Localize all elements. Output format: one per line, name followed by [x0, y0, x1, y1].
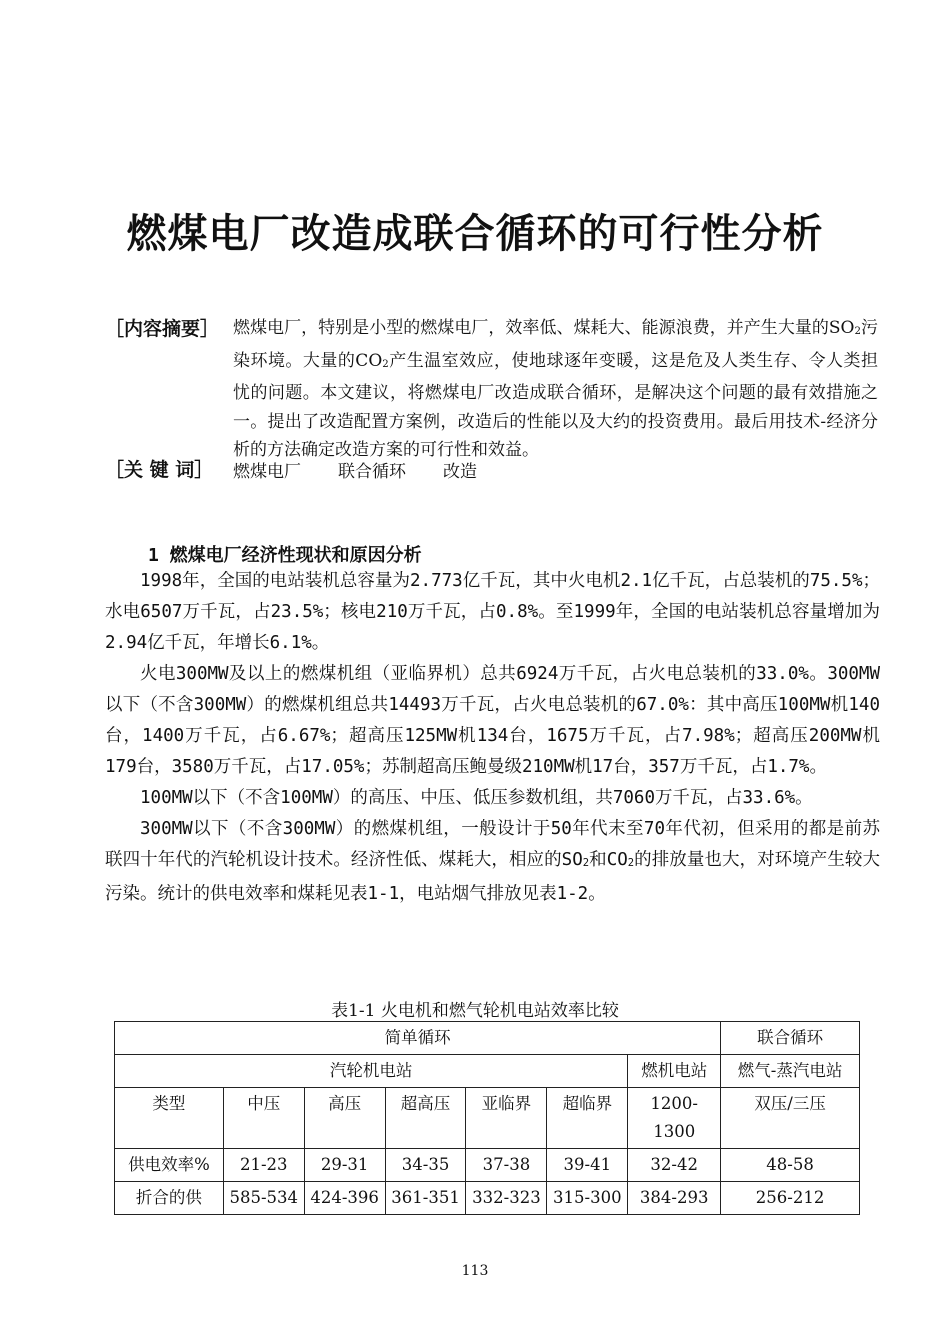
paragraph: 100MW以下（不含100MW）的高压、中压、低压参数机组，共7060万千瓦，占33.6%。 — [140, 788, 813, 808]
table-row — [115, 1149, 860, 1182]
table-cell: 361-351 — [385, 1182, 466, 1215]
table-cell: 39-41 — [547, 1149, 628, 1182]
table-header: 联合循环 — [721, 1022, 860, 1055]
table-header: 燃气-蒸汽电站 — [721, 1055, 860, 1088]
table-cell: 48-58 — [721, 1149, 860, 1182]
table-cell: 中压 — [223, 1088, 304, 1149]
table-cell: 超高压 — [385, 1088, 466, 1149]
table-row — [115, 1022, 860, 1055]
table-header: 燃机电站 — [628, 1055, 721, 1088]
table-cell: 34-35 — [385, 1149, 466, 1182]
paragraph: 300MW以下（不含300MW）的燃煤机组，一般设计于50年代末至70年代初，但采用的都是前苏联四十年代的汽轮机设计技术。经济性低、煤耗大，相应的$SO_2$和$CO_2$的排放量也大，对环境产生较大污染。统计的供电效率和煤耗见表1-1，电站烟气排放见表1-2。 — [105, 819, 880, 905]
abstract-text: 燃煤电厂，特别是小型的燃煤电厂，效率低、煤耗大、能源浪费，并产生大量的$SO_2$污染环境。大量的$CO_2$产生温室效应，使地球逐年变暖，这是危及人类生存、令人类担忧的问题。本文建议，将燃煤电厂改造成联合循环，是解决这个问题的最有效措施之一。提出了改造配置方案例，改造后的性能以及大约的投资费用。最后用技术-经济分析的方法确定改造方案的可行性和效益。 — [233, 318, 878, 461]
table-cell: 37-38 — [466, 1149, 547, 1182]
row-label: 折合的供 — [115, 1182, 224, 1215]
page-number: 113 — [461, 1263, 489, 1279]
keyword-item: 燃煤电厂 — [233, 462, 301, 482]
table-cell: 超临界 — [547, 1088, 628, 1149]
table-cell: 332-323 — [466, 1182, 547, 1215]
table-row — [115, 1055, 860, 1088]
paper-title: 燃煤电厂改造成联合循环的可行性分析 — [126, 211, 824, 257]
table-cell: 高压 — [304, 1088, 385, 1149]
table-caption: 表1-1 火电机和燃气轮机电站效率比较 — [331, 1001, 619, 1021]
table-cell: 315-300 — [547, 1182, 628, 1215]
efficiency-table — [114, 1021, 860, 1215]
keyword-item: 联合循环 — [338, 462, 406, 482]
table-cell: 1200-1300 — [628, 1088, 721, 1149]
table-cell: 亚临界 — [466, 1088, 547, 1149]
row-label: 类型 — [115, 1088, 224, 1149]
table-cell: 32-42 — [628, 1149, 721, 1182]
table-row — [115, 1088, 860, 1149]
row-label: 供电效率% — [115, 1149, 224, 1182]
section-body — [105, 566, 880, 910]
table-cell: 424-396 — [304, 1182, 385, 1215]
section-heading: 1 燃煤电厂经济性现状和原因分析 — [148, 545, 422, 566]
table-header: 简单循环 — [115, 1022, 721, 1055]
table-cell: 双压/三压 — [721, 1088, 860, 1149]
table-cell: 256-212 — [721, 1182, 860, 1215]
abstract-label: ［内容摘要］ — [105, 318, 220, 340]
table-cell: 585-534 — [223, 1182, 304, 1215]
keyword-item: 改造 — [443, 462, 477, 482]
table-header: 汽轮机电站 — [115, 1055, 628, 1088]
keywords-label: ［关 键 词］ — [105, 459, 214, 481]
paragraph: 火电300MW及以上的燃煤机组（亚临界机）总共6924万千瓦，占火电总装机的33.0%。300MW以下（不含300MW）的燃煤机组总共14493万千瓦，占火电总装机的67.0%：其中高压100MW机140台，1400万千瓦，占6.67%；超高压125MW机134台，1675万千瓦，占7.98%；超高压200MW机179台，3580万千瓦，占17.05%；苏制超高压鲍曼级210MW机17台，357万千瓦，占1.7%。 — [105, 664, 880, 777]
table-cell: 29-31 — [304, 1149, 385, 1182]
table-row — [115, 1182, 860, 1215]
paragraph: 1998年，全国的电站装机总容量为2.773亿千瓦，其中火电机2.1亿千瓦，占总装机的75.5%；水电6507万千瓦，占23.5%；核电210万千瓦，占0.8%。至1999年，全国的电站装机总容量增加为2.94亿千瓦，年增长6.1%。 — [105, 571, 880, 653]
table-cell: 384-293 — [628, 1182, 721, 1215]
table-cell: 21-23 — [223, 1149, 304, 1182]
